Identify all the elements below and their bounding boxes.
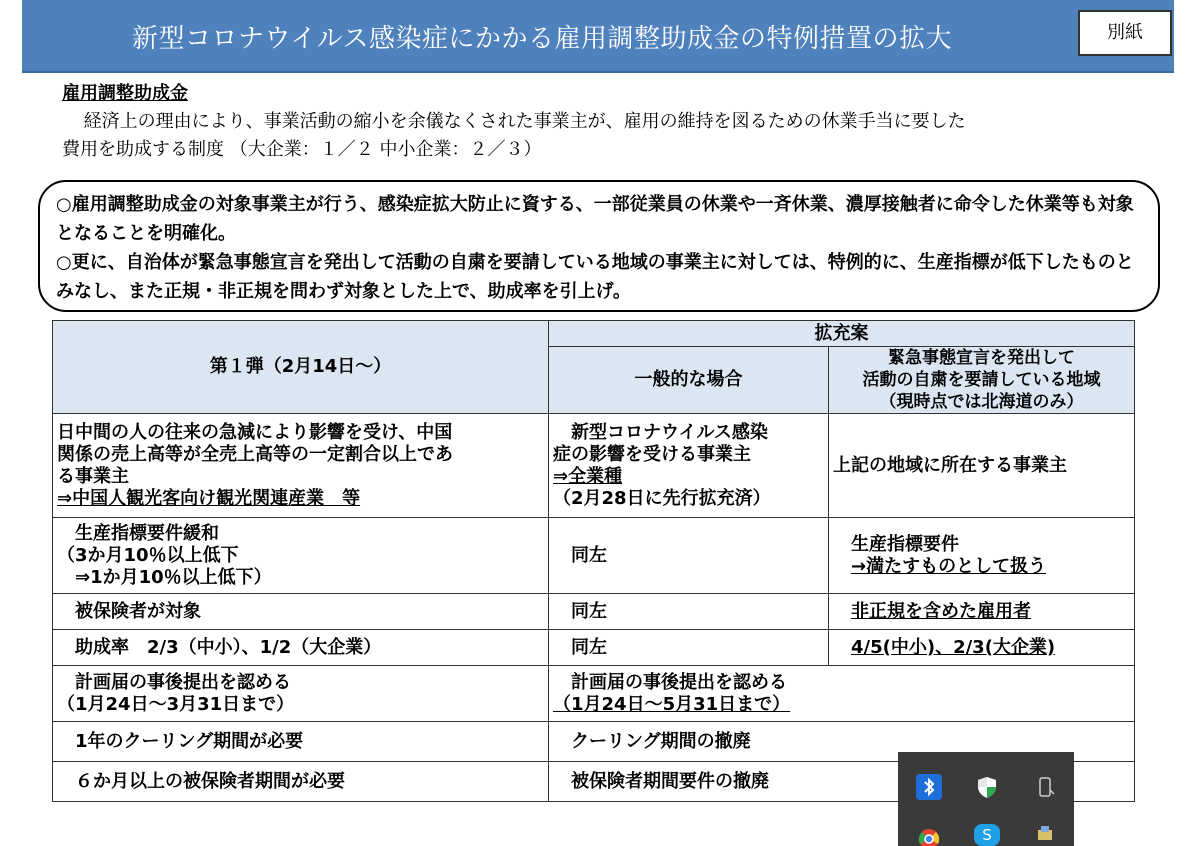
- cell-line: 関係の売上高等が全売上高等の一定割合以上であ: [57, 443, 453, 465]
- cell-line: 新型コロナウイルス感染: [571, 421, 768, 443]
- shield-icon[interactable]: [974, 774, 1000, 800]
- cell-first-phase: 助成率 2/3（中小）、1/2（大企業）: [53, 630, 549, 666]
- table-row: [53, 594, 1135, 630]
- comparison-table: [52, 320, 1135, 802]
- table-row: [53, 666, 1135, 722]
- header-line: （現時点では北海道のみ）: [879, 392, 1084, 412]
- cell-line: （1月24日～5月31日まで）: [553, 693, 791, 715]
- intro-body: [62, 108, 1152, 164]
- cell-general: 同左: [549, 630, 829, 666]
- attachment-badge: 別紙: [1078, 10, 1172, 56]
- cell-expansion: 被保険者期間要件の撤廃: [549, 762, 1135, 802]
- table-row: [53, 414, 1135, 518]
- col-header-general: 一般的な場合: [549, 347, 829, 414]
- cell-line: （2月28日に先行拡充済）: [553, 487, 771, 509]
- table-row: [53, 518, 1135, 594]
- cell-line: （3か月10％以上低下: [57, 544, 239, 566]
- header-banner: [22, 0, 1174, 73]
- table-row: [53, 630, 1135, 666]
- summary-point: ○更に、自治体が緊急事態宣言を発出して活動の自粛を要請している地域の事業主に対しては、特例的に、生産指標が低下したものとみなし、また正規・非正規を問わず対象とした上で、助成率を引上げ。: [56, 252, 1134, 302]
- cell-line: 日中間の人の往来の急減により影響を受け、中国: [57, 421, 453, 443]
- skype-icon[interactable]: S: [974, 824, 1000, 846]
- cell-line: （1月24日～3月31日まで）: [57, 693, 295, 715]
- cell-general: [549, 414, 829, 518]
- cell-general: 同左: [549, 594, 829, 630]
- cell-line: 計画届の事後提出を認める: [75, 671, 291, 693]
- col-header-expansion: 拡充案: [549, 321, 1135, 347]
- cell-first-phase: 1年のクーリング期間が必要: [53, 722, 549, 762]
- cell-expansion: [549, 666, 1135, 722]
- network-icon[interactable]: [1032, 824, 1058, 846]
- cell-line: 症の影響を受ける事業主: [553, 443, 751, 465]
- intro-heading: 雇用調整助成金: [62, 83, 188, 104]
- cell-first-phase: ６か月以上の被保険者期間が必要: [53, 762, 549, 802]
- cell-line: ⇒全業種: [553, 465, 623, 487]
- cell-line: ⇒中国人観光客向け観光関連産業 等: [57, 487, 361, 509]
- header-line: 緊急事態宣言を発出して: [888, 348, 1075, 368]
- system-tray-popup: [898, 752, 1074, 846]
- cell-first-phase: [53, 414, 549, 518]
- col-header-emergency: [829, 347, 1135, 414]
- cell-line: ⇒1か月10％以上低下）: [75, 566, 272, 588]
- cell-first-phase: [53, 518, 549, 594]
- cell-line: 生産指標要件: [851, 533, 959, 555]
- bluetooth-icon[interactable]: [916, 774, 942, 800]
- cell-line: る事業主: [57, 465, 129, 487]
- col-header-first-phase: 第１弾（2月14日～）: [53, 321, 549, 414]
- cell-first-phase: 被保険者が対象: [53, 594, 549, 630]
- intro-section: [62, 80, 1152, 164]
- header-line: 活動の自粛を要請している地域: [862, 370, 1101, 390]
- cell-general: 同左: [549, 518, 829, 594]
- cell-expansion: クーリング期間の撤廃: [549, 722, 1135, 762]
- cell-first-phase: [53, 666, 549, 722]
- cell-line: 計画届の事後提出を認める: [571, 671, 787, 693]
- cell-line: 生産指標要件緩和: [75, 522, 219, 544]
- cell-emergency: 非正規を含めた雇用者: [829, 594, 1135, 630]
- intro-line: 費用を助成する制度 （大企業：１／２ 中小企業：２／３）: [62, 139, 542, 160]
- cell-emergency: 4/5(中小)、2/3(大企業): [829, 630, 1135, 666]
- cell-line: →満たすものとして扱う: [851, 555, 1047, 577]
- page-title: 新型コロナウイルス感染症にかかる雇用調整助成金の特例措置の拡大: [132, 24, 952, 54]
- usb-drive-icon[interactable]: [1032, 774, 1058, 800]
- summary-box: [38, 180, 1160, 312]
- intro-line: 経済上の理由により、事業活動の縮小を余儀なくされた事業主が、雇用の維持を図るための休業手当に要した: [83, 111, 966, 132]
- summary-point: ○雇用調整助成金の対象事業主が行う、感染症拡大防止に資する、一部従業員の休業や一斉休業、濃厚接触者に命令した休業等も対象となることを明確化。: [56, 194, 1134, 244]
- cell-emergency: [829, 518, 1135, 594]
- cell-emergency: 上記の地域に所在する事業主: [829, 414, 1135, 518]
- chrome-icon[interactable]: [916, 826, 942, 846]
